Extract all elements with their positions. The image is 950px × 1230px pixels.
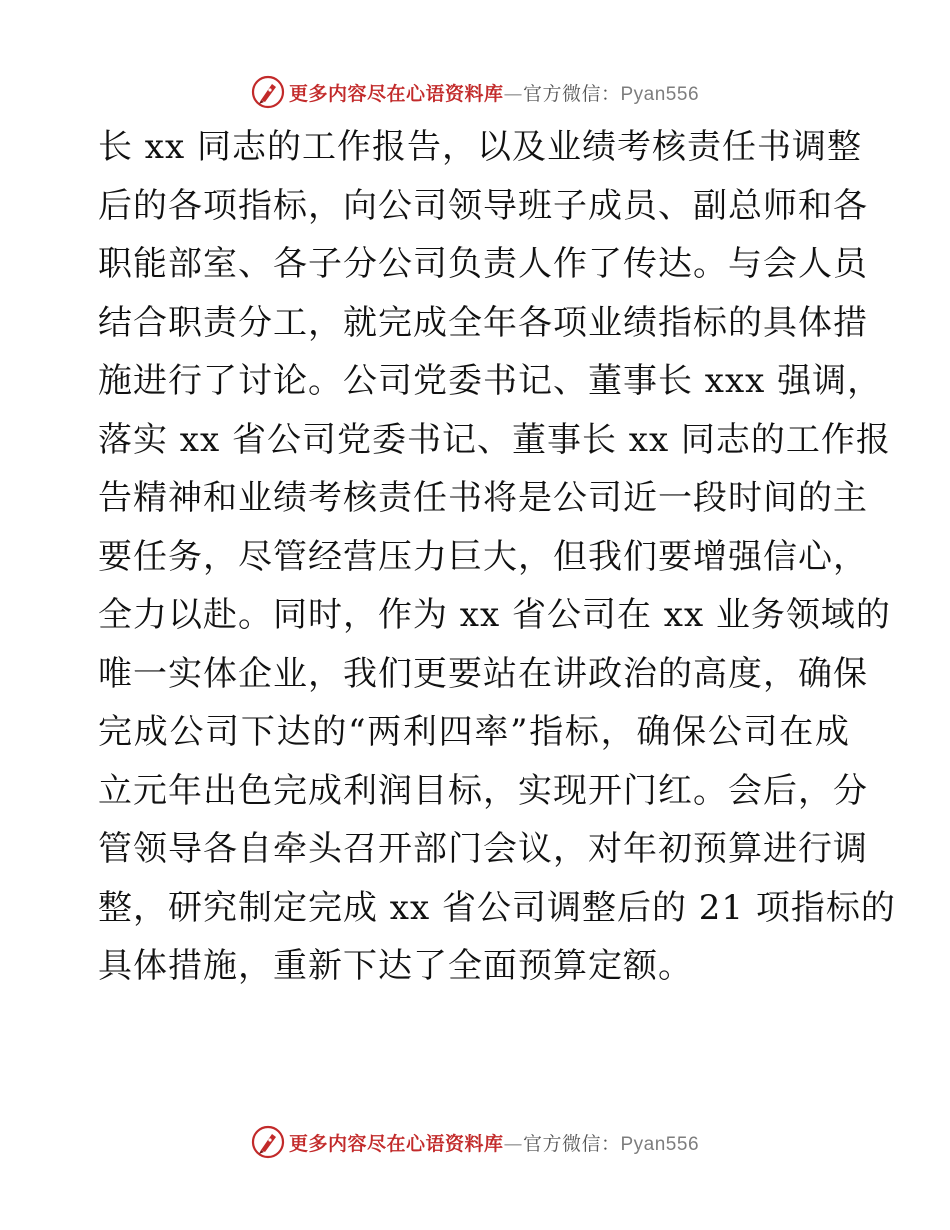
body-paragraph xyxy=(98,118,896,996)
body-line: 整，研究制定完成 xx 省公司调整后的 21 项指标的 xyxy=(98,887,896,928)
body-line: 职能部室、各子分公司负责人作了传达。与会人员 xyxy=(98,244,868,284)
body-line: 告精神和业绩考核责任书将是公司近一段时间的主 xyxy=(98,478,868,518)
body-line: 唯一实体企业，我们更要站在讲政治的高度，确保 xyxy=(98,653,868,694)
header-banner-text xyxy=(289,79,699,106)
body-line: 长 xx 同志的工作报告，以及业绩考核责任书调整 xyxy=(98,127,862,167)
footer-banner-text xyxy=(289,1129,699,1156)
body-line: 管领导各自牵头召开部门会议，对年初预算进行调 xyxy=(98,829,868,869)
footer-wechat-label: 官方微信： xyxy=(522,1132,621,1155)
header-site-text: 更多内容尽在心语资料库 xyxy=(288,82,504,105)
footer-separator: — xyxy=(503,1132,523,1155)
body-line: 立元年出色完成利润目标，实现开门红。会后，分 xyxy=(98,770,868,811)
body-line: 完成公司下达的“两利四率”指标，确保公司在成 xyxy=(98,712,850,752)
body-line: 结合职责分工，就完成全年各项业绩指标的具体措 xyxy=(98,302,868,343)
body-line: 全力以赴。同时，作为 xx 省公司在 xx 业务领域的 xyxy=(98,595,891,635)
footer-banner xyxy=(0,1122,950,1162)
body-line: 后的各项指标，向公司领导班子成员、副总师和各 xyxy=(98,185,868,226)
body-line-last: 具体措施，重新下达了全面预算定额。 xyxy=(98,946,693,986)
body-line: 施进行了讨论。公司党委书记、董事长 xxx 强调， xyxy=(98,361,883,401)
header-separator: — xyxy=(503,82,523,105)
body-line: 要任务，尽管经营压力巨大，但我们要增强信心， xyxy=(98,536,868,577)
pen-nib-logo-icon xyxy=(251,1125,285,1159)
header-wechat-label: 官方微信： xyxy=(522,82,621,105)
body-line: 落实 xx 省公司党委书记、董事长 xx 同志的工作报 xyxy=(98,419,891,460)
footer-wechat-id: Pyan556 xyxy=(620,1133,700,1155)
footer-site-text: 更多内容尽在心语资料库 xyxy=(288,1132,504,1155)
pen-nib-logo-icon xyxy=(251,75,285,109)
header-wechat-id: Pyan556 xyxy=(620,83,700,105)
header-banner xyxy=(0,72,950,112)
